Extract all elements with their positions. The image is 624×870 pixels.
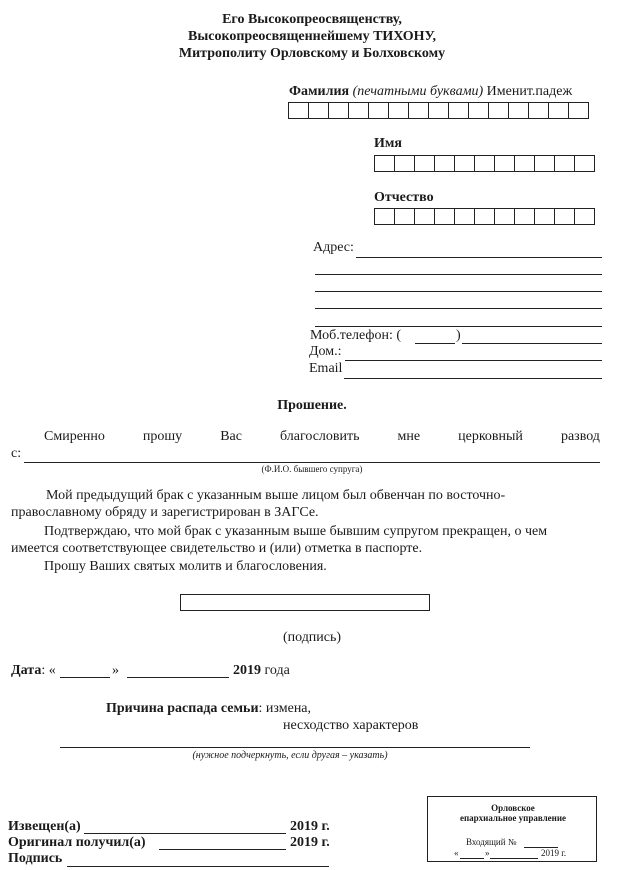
notified-label: Извещен(а) <box>8 819 81 834</box>
name-boxes[interactable] <box>374 155 594 172</box>
stamp-date-open: « <box>454 848 459 858</box>
addressee-line-3: Митрополиту Орловскому и Болховскому <box>178 46 446 61</box>
petition-word: благословить <box>279 429 360 444</box>
original-received-label: Оригинал получил(а) <box>8 835 146 850</box>
date-open-quote: : « <box>41 663 56 678</box>
petition-word: Вас <box>220 429 242 444</box>
mobile-paren: ) <box>456 328 461 343</box>
footer-signature-line[interactable] <box>67 866 329 867</box>
reason-option-adultery[interactable]: измена, <box>265 701 312 716</box>
surname-case: Именит.падеж <box>486 84 573 99</box>
petition-word: мне <box>397 429 421 444</box>
patronymic-label: Отчество <box>374 190 434 205</box>
stamp-day-line[interactable] <box>460 858 484 859</box>
paragraph-3: Прошу Ваших святых молитв и благословения. <box>44 559 327 574</box>
home-phone-line[interactable] <box>345 360 602 361</box>
address-line-3[interactable] <box>315 291 602 292</box>
date-month-line[interactable] <box>127 677 229 678</box>
date-label: Дата <box>11 663 42 678</box>
addressee-line-1: Его Высокопреосвященству, <box>222 12 402 27</box>
ex-spouse-hint: (Ф.И.О. бывшего супруга) <box>261 464 363 474</box>
stamp-line-2: епархиальное управление <box>459 813 567 823</box>
stamp-incoming-label: Входящий № <box>466 837 517 847</box>
signature-label: (подпись) <box>282 630 342 645</box>
address-line-4[interactable] <box>315 308 602 309</box>
mobile-code-line[interactable] <box>415 343 455 344</box>
stamp-month-line[interactable] <box>490 858 538 859</box>
petition-word: прошу <box>142 429 183 444</box>
surname-boxes[interactable] <box>288 102 588 119</box>
surname-hint: (печатными буквами) <box>352 84 484 99</box>
address-line-1[interactable] <box>356 257 602 258</box>
paragraph-1-line-1: Мой предыдущий брак с указанным выше лицом был обвенчан по восточно- <box>46 488 506 503</box>
with-label: с: <box>11 446 22 461</box>
reason-other-line[interactable] <box>60 747 530 748</box>
name-label: Имя <box>374 136 402 151</box>
petition-word: Смиренно <box>44 429 105 444</box>
address-label: Адрес: <box>313 240 354 255</box>
reason-hint: (нужное подчеркнуть, если другая – указать) <box>192 750 388 761</box>
surname-label: Фамилия <box>289 84 350 99</box>
reason-label: Причина распада семьи <box>106 701 259 716</box>
petition-title: Прошение. <box>277 398 347 413</box>
date-day-line[interactable] <box>60 677 110 678</box>
notified-line[interactable] <box>84 833 286 834</box>
reason-colon: : <box>258 701 263 716</box>
address-line-5[interactable] <box>315 326 602 327</box>
patronymic-boxes[interactable] <box>374 208 594 225</box>
petition-words-row <box>44 429 600 445</box>
date-suffix: года <box>264 663 290 678</box>
stamp-date-mid: » <box>485 848 490 858</box>
signature-box[interactable] <box>180 594 430 611</box>
ex-spouse-line[interactable] <box>24 462 600 463</box>
mobile-label: Моб.телефон: ( <box>310 328 402 343</box>
home-phone-label: Дом.: <box>309 344 342 359</box>
stamp-line-1: Орловское <box>491 803 535 813</box>
original-received-year: 2019 г. <box>290 835 330 850</box>
date-year: 2019 <box>233 663 261 678</box>
mobile-number-line[interactable] <box>462 343 602 344</box>
petition-word: церковный <box>458 429 523 444</box>
date-year-row <box>233 663 290 679</box>
reason-row <box>106 701 311 717</box>
footer-signature-label: Подпись <box>8 851 63 866</box>
paragraph-2-line-1: Подтверждаю, что мой брак с указанным выше бывшим супругом прекращен, о чем <box>44 524 548 539</box>
email-line[interactable] <box>344 378 602 379</box>
email-label: Email <box>309 361 343 376</box>
paragraph-1-line-2: православному обряду и зарегистрирован в ЗАГСе. <box>11 505 319 520</box>
address-line-2[interactable] <box>315 274 602 275</box>
incoming-stamp <box>427 796 597 862</box>
stamp-year: 2019 г. <box>541 848 567 858</box>
notified-year: 2019 г. <box>290 819 330 834</box>
reason-option-incompatibility[interactable]: несходство характеров <box>283 718 419 733</box>
paragraph-2-line-2: имеется соответствующее свидетельство и (или) отметка в паспорте. <box>11 541 423 556</box>
addressee-line-2: Высокопреосвященнейшему ТИХОНУ, <box>187 29 436 44</box>
date-row <box>11 663 56 679</box>
petition-word: развод <box>560 429 600 444</box>
original-received-line[interactable] <box>159 849 286 850</box>
surname-label-row <box>289 84 572 100</box>
date-close-quote: » <box>112 663 119 678</box>
